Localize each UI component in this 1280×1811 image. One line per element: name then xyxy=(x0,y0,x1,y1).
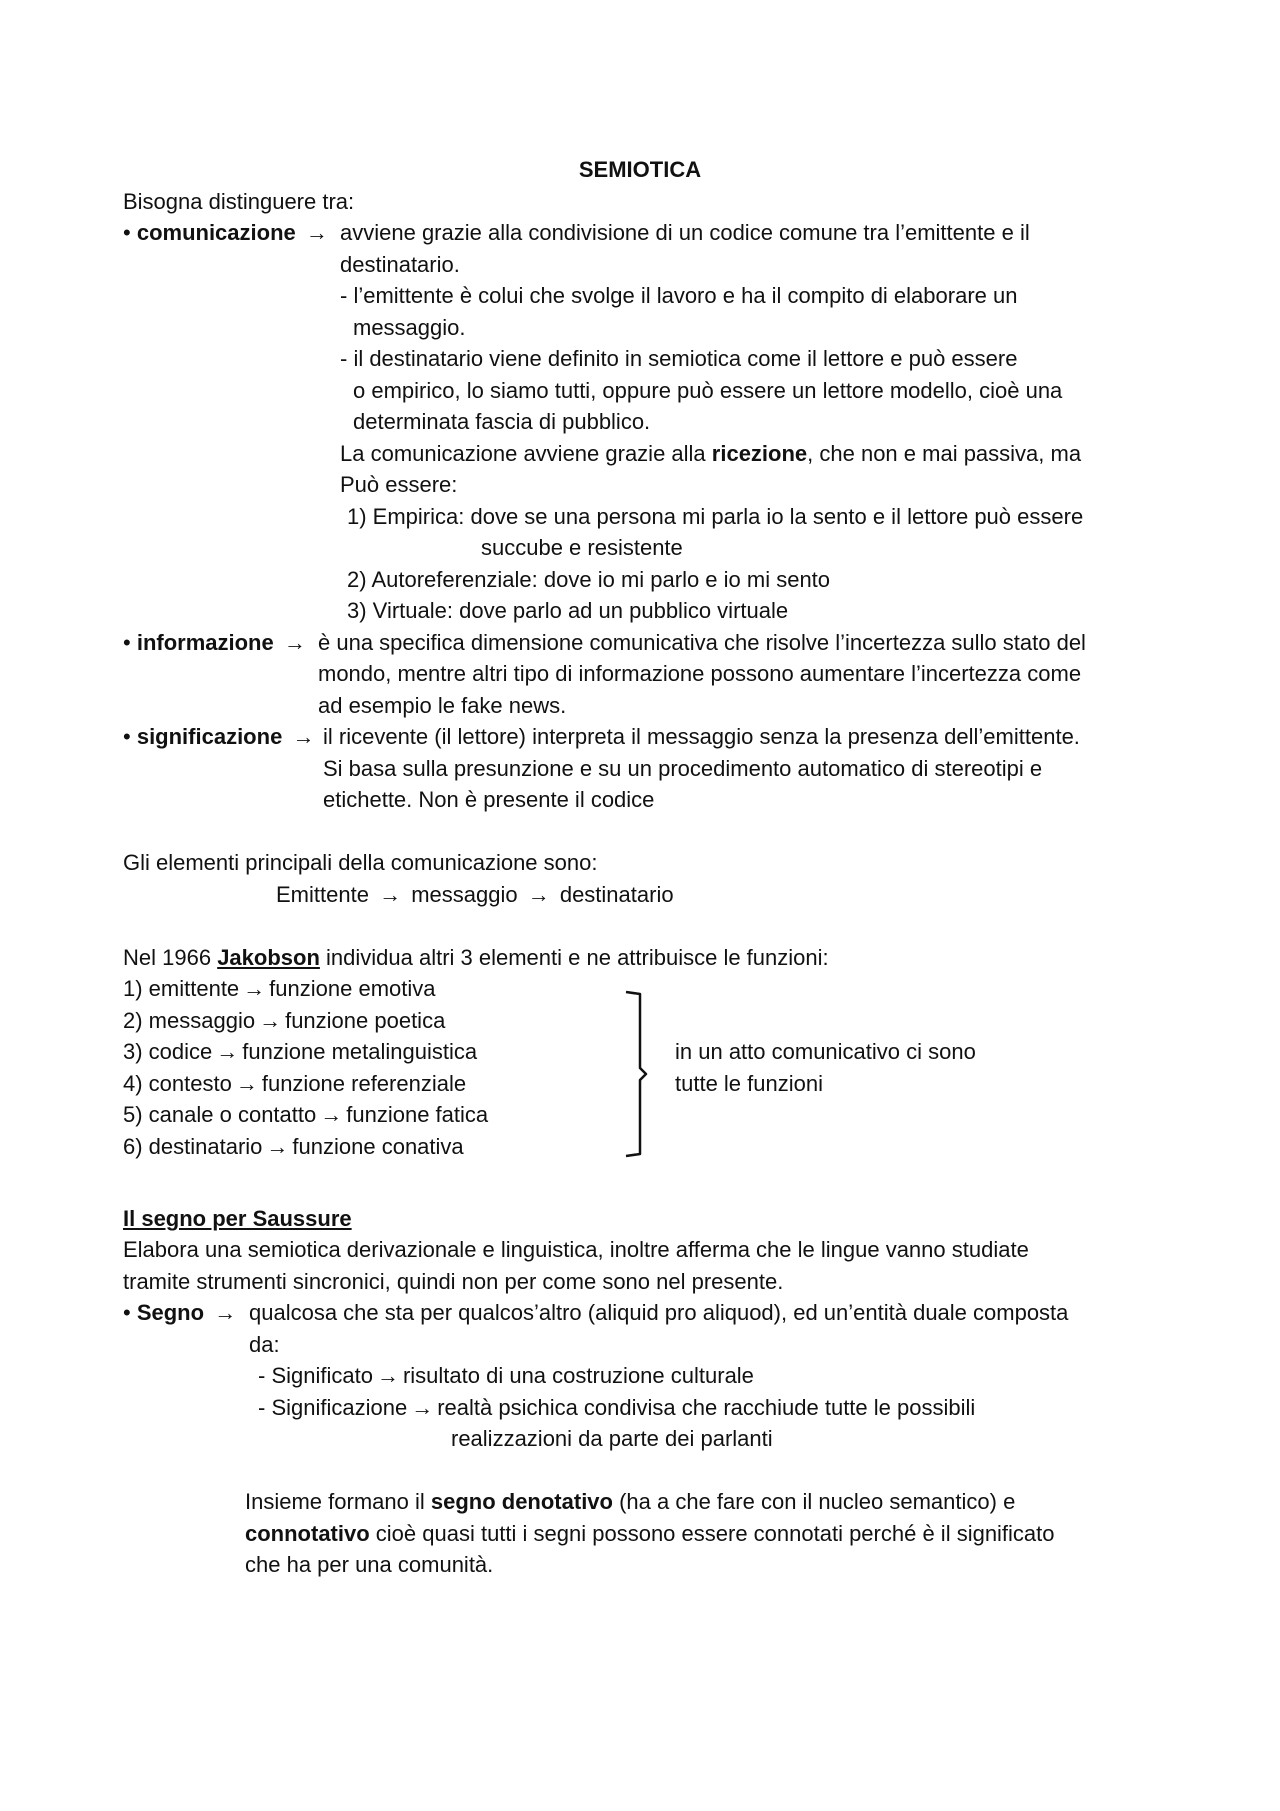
text-fragment: individua altri 3 elementi e ne attribuisce le funzioni: xyxy=(319,945,829,970)
page-title: SEMIOTICA xyxy=(578,157,702,182)
item-element: 2) messaggio xyxy=(123,1008,256,1033)
jakobson-item xyxy=(123,1099,488,1130)
comunicazione-line-7: determinata fascia di pubblico. xyxy=(353,409,651,434)
comunicazione-line-3: - l’emittente è colui che svolge il lavoro e ha il compito di elaborare un xyxy=(340,283,1018,308)
arrow-icon: → xyxy=(259,1008,282,1033)
arrow-icon: → xyxy=(214,1300,237,1325)
significazione-segno-line xyxy=(258,1392,975,1423)
jakobson-item xyxy=(123,1131,464,1162)
term-connotativo: connotativo xyxy=(245,1521,370,1546)
text-fragment: La comunicazione avviene grazie alla xyxy=(340,441,712,466)
item-element: 4) contesto xyxy=(123,1071,232,1096)
text-fragment: Insieme formano il xyxy=(245,1489,431,1514)
comunicazione-line-10: 1) Empirica: dove se una persona mi parla io la sento e il lettore può essere xyxy=(347,504,1084,529)
text-fragment: - Significato xyxy=(258,1363,373,1388)
comunicazione-line-1: avviene grazie alla condivisione di un codice comune tra l’emittente e il xyxy=(340,220,1030,245)
item-function: funzione conativa xyxy=(292,1134,464,1159)
text-fragment: - Significazione xyxy=(258,1395,408,1420)
segno-line-1: qualcosa che sta per qualcos’altro (aliquid pro aliquod), ed un’entità duale composta xyxy=(249,1300,1069,1325)
element-destinatario: destinatario xyxy=(559,882,674,907)
saussure-heading xyxy=(123,1203,352,1234)
comunicazione-line-5: - il destinatario viene definito in semiotica come il lettore e può essere xyxy=(340,346,1018,371)
item-function: funzione poetica xyxy=(285,1008,446,1033)
arrow-icon: → xyxy=(527,882,550,907)
bullet-comunicazione xyxy=(123,217,332,248)
elementi-chain xyxy=(276,879,674,910)
jakobson-item xyxy=(123,973,436,1004)
arrow-icon: → xyxy=(266,1134,289,1159)
elementi-intro: Gli elementi principali della comunicazione sono: xyxy=(123,850,598,875)
text-fragment: , che non e mai passiva, ma xyxy=(807,441,1082,466)
comunicazione-line-2: destinatario. xyxy=(340,252,460,277)
bullet-icon: • xyxy=(123,1300,131,1325)
significazione-segno-line-2: realizzazioni da parte dei parlanti xyxy=(451,1426,773,1451)
term-ricezione: ricezione xyxy=(711,441,808,466)
text-fragment: Nel 1966 xyxy=(123,945,218,970)
arrow-icon: → xyxy=(283,630,306,655)
text-fragment: risultato di una costruzione culturale xyxy=(402,1363,754,1388)
arrow-icon: → xyxy=(216,1039,239,1064)
comunicazione-line-9: Può essere: xyxy=(340,472,458,497)
jakobson-note-2: tutte le funzioni xyxy=(675,1071,823,1096)
comunicazione-line-12: 2) Autoreferenziale: dove io mi parlo e io mi sento xyxy=(347,567,831,592)
comunicazione-line-6: o empirico, lo siamo tutti, oppure può essere un lettore modello, cioè una xyxy=(353,378,1063,403)
informazione-line-1: è una specifica dimensione comunicativa che risolve l’incertezza sullo stato del xyxy=(318,630,1086,655)
item-function: funzione fatica xyxy=(346,1102,489,1127)
arrow-icon: → xyxy=(305,220,328,245)
bullet-informazione xyxy=(123,627,310,658)
arrow-icon: → xyxy=(376,1363,399,1388)
comunicazione-line-4: messaggio. xyxy=(353,315,466,340)
jakobson-note-1: in un atto comunicativo ci sono xyxy=(675,1039,976,1064)
intro-text: Bisogna distinguere tra: xyxy=(123,189,355,214)
arrow-icon: → xyxy=(411,1395,434,1420)
saussure-paragraph-2: tramite strumenti sincronici, quindi non per come sono nel presente. xyxy=(123,1269,784,1294)
significato-line xyxy=(258,1360,754,1391)
bullet-icon: • xyxy=(123,724,131,749)
arrow-icon: → xyxy=(379,882,402,907)
item-element: 6) destinatario xyxy=(123,1134,263,1159)
insieme-line-1 xyxy=(245,1486,1015,1517)
informazione-line-3: ad esempio le fake news. xyxy=(318,693,567,718)
item-function: funzione emotiva xyxy=(269,976,436,1001)
term-informazione: informazione xyxy=(136,630,274,655)
jakobson-name: Jakobson xyxy=(217,945,320,970)
term-segno: Segno xyxy=(136,1300,205,1325)
arrow-icon: → xyxy=(292,724,315,749)
jakobson-intro xyxy=(123,942,829,973)
bullet-segno xyxy=(123,1297,240,1328)
section-heading: Il segno per Saussure xyxy=(123,1206,352,1231)
significazione-line-2: Si basa sulla presunzione e su un procedimento automatico di stereotipi e xyxy=(323,756,1043,781)
item-element: 3) codice xyxy=(123,1039,213,1064)
comunicazione-line-8 xyxy=(340,438,1081,469)
text-fragment: (ha a che fare con il nucleo semantico) e xyxy=(612,1489,1016,1514)
jakobson-item xyxy=(123,1036,477,1067)
text-fragment: cioè quasi tutti i segni possono essere connotati perché è il significato xyxy=(369,1521,1055,1546)
bullet-icon: • xyxy=(123,630,131,655)
jakobson-item xyxy=(123,1005,445,1036)
arrow-icon: → xyxy=(320,1102,343,1127)
term-comunicazione: comunicazione xyxy=(136,220,296,245)
insieme-line-2 xyxy=(245,1518,1055,1549)
comunicazione-line-11: succube e resistente xyxy=(481,535,683,560)
saussure-paragraph-1: Elabora una semiotica derivazionale e linguistica, inoltre afferma che le lingue vanno studiate xyxy=(123,1237,1029,1262)
significazione-line-1: il ricevente (il lettore) interpreta il messaggio senza la presenza dell’emittente. xyxy=(323,724,1080,749)
item-function: funzione metalinguistica xyxy=(242,1039,478,1064)
item-function: funzione referenziale xyxy=(261,1071,467,1096)
insieme-line-3: che ha per una comunità. xyxy=(245,1552,494,1577)
element-emittente: Emittente xyxy=(276,882,369,907)
arrow-icon: → xyxy=(235,1071,258,1096)
significazione-line-3: etichette. Non è presente il codice xyxy=(323,787,655,812)
comunicazione-line-13: 3) Virtuale: dove parlo ad un pubblico virtuale xyxy=(347,598,789,623)
arrow-icon: → xyxy=(243,976,266,1001)
bullet-significazione xyxy=(123,721,318,752)
bullet-icon: • xyxy=(123,220,131,245)
right-brace-icon xyxy=(612,988,652,1160)
item-element: 1) emittente xyxy=(123,976,240,1001)
segno-line-2: da: xyxy=(249,1332,280,1357)
term-segno-denotativo: segno denotativo xyxy=(430,1489,613,1514)
term-significazione: significazione xyxy=(136,724,283,749)
jakobson-item xyxy=(123,1068,466,1099)
element-messaggio: messaggio xyxy=(411,882,518,907)
text-fragment: realtà psichica condivisa che racchiude tutte le possibili xyxy=(437,1395,976,1420)
item-element: 5) canale o contatto xyxy=(123,1102,317,1127)
informazione-line-2: mondo, mentre altri tipo di informazione possono aumentare l’incertezza come xyxy=(318,661,1082,686)
